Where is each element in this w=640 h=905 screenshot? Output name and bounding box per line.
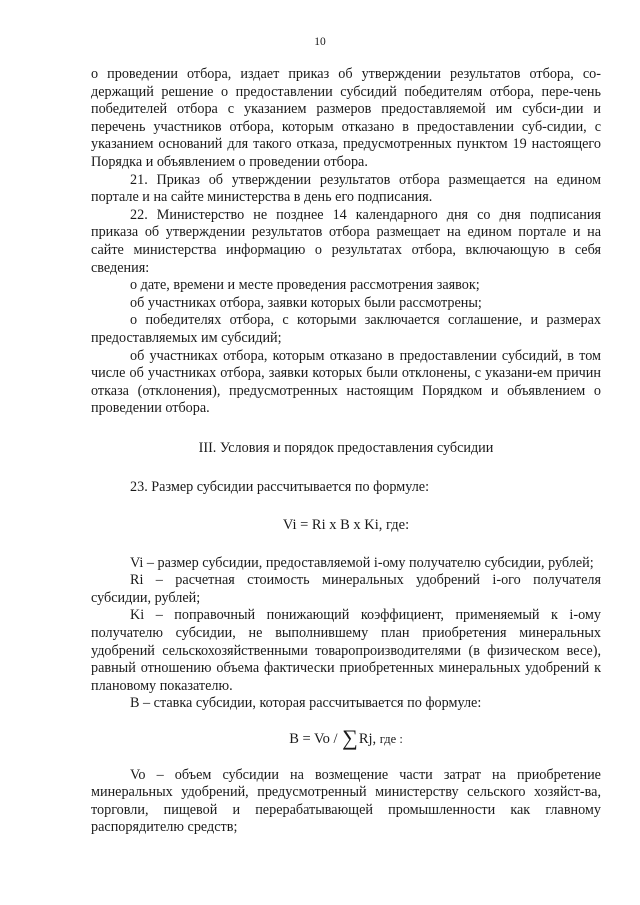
definition-vi: Vi – размер субсидии, предоставляемой i-ому получателю субсидии, рублей; <box>130 554 594 571</box>
paragraph-continuation: о проведении отбора, издает приказ об утверждении результатов отбора, со-держащий решение о предоставлении субсидий победителям отбора, пере-чень победителей отбора с указанием размеров предоставляемой им субси-дии и перечень участников отбора, которым отказано в предоставлении суб-сидии, с указанием оснований для такого отказа, предусмотренных пунктом 19 настоящего Порядка и объявлением о проведении отбора. <box>91 66 601 170</box>
formula-subsidy-size: Vi = Ri x B x Ki, где: <box>282 517 410 534</box>
definition-b: B – ставка субсидии, которая рассчитывается по формуле: <box>130 695 482 712</box>
paragraph-22-item-date: о дате, времени и месте проведения рассмотрения заявок; <box>130 277 480 294</box>
definition-ri: Ri – расчетная стоимость минеральных удобрений i-ого получателя субсидии, рублей; <box>91 572 601 606</box>
section-heading: III. Условия и порядок предоставления субсидии <box>198 439 494 456</box>
paragraph-21: 21. Приказ об утверждении результатов отбора размещается на едином портале и на сайте министерства в день его подписания. <box>91 171 601 206</box>
formula-rate-tail: где : <box>379 732 403 746</box>
paragraph-22: 22. Министерство не позднее 14 календарного дня со дня подписания приказа об утверждении результатов отбора размещает на едином портале и на сайте министерства информацию о результатах отбора, включающую в себя сведения: <box>91 206 601 276</box>
paragraph-22-item-rejected: об участниках отбора, которым отказано в предоставлении субсидий, в том числе об участниках отбора, заявки которых были отклонены, с указани-ем причин отказа (отклонения), предусмотренных настоящим Порядком и объявлением о проведении отбора. <box>91 347 601 417</box>
paragraph-23: 23. Размер субсидии рассчитывается по формуле: <box>130 479 430 496</box>
paragraph-22-item-reviewed: об участниках отбора, заявки которых были рассмотрены; <box>130 294 482 311</box>
sum-symbol: ∑ <box>342 725 358 750</box>
paragraph-22-item-winners: о победителях отбора, с которыми заключается соглашение, и размерах предоставляемых им субсидий; <box>91 312 601 346</box>
formula-subsidy-rate <box>91 727 601 749</box>
document-body <box>91 66 601 837</box>
definition-ki: Ki – поправочный понижающий коэффициент, применяемый к i-ому получателю субсидии, не выполнившему план приобретения минеральных удобрений сельскохозяйственными товаропроизводителями (в физическом весе), равный отношению объема фактически приобретенных минеральных удобрений к плановому показателю. <box>91 607 601 694</box>
formula-rate-left: B = Vo / <box>289 731 338 747</box>
definition-vo: Vo – объем субсидии на возмещение части затрат на приобретение минеральных удобрений, предусмотренный министерству сельского хозяйст-ва, торговли, пищевой и перерабатывающей промышленности как главному распорядителю средств; <box>91 766 601 836</box>
formula-rate-right: Rj, <box>358 731 377 747</box>
page-number: 10 <box>314 36 326 48</box>
